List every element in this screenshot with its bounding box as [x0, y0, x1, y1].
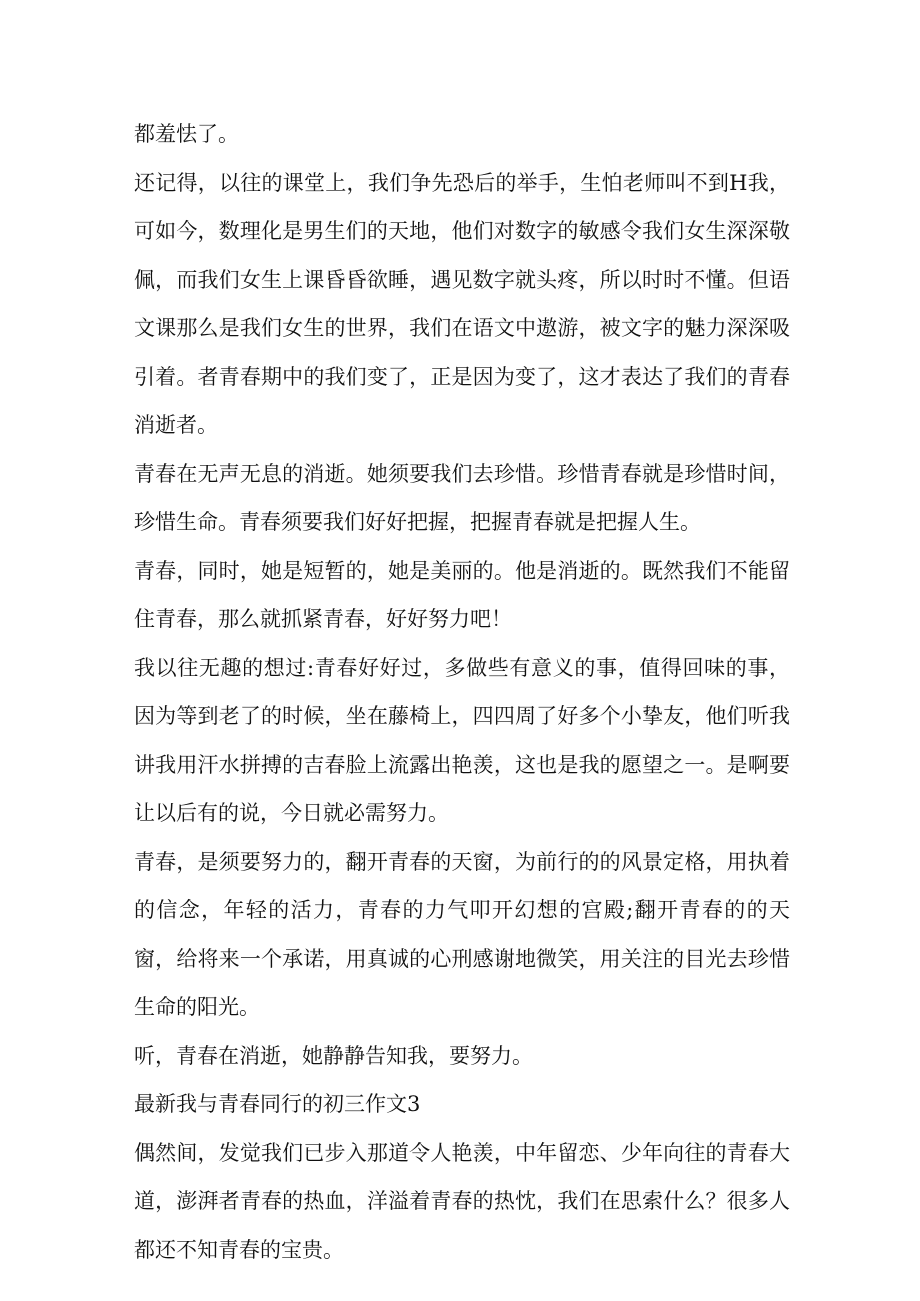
paragraph-2: 还记得，以往的课堂上，我们争先恐后的举手，生怕老师叫不到H我，可如今，数理化是男生们的天地，他们对数字的敏感令我们女生深深敬佩，而我们女生上课昏昏欲睡，遇见数字就头疼，所以时时不懂。但语文课那么是我们女生的世界，我们在语文中遨游，被文字的魅力深深吸引着。者青春期中的我们变了，正是因为变了，这才表达了我们的青春消逝者。: [134, 170, 790, 437]
paragraph-8: 偶然间，发觉我们已步入那道令人艳羡，中年留恋、少年向往的青春大道，澎湃者青春的热血，洋溢着青春的热忱，我们在思索什么？很多人都还不知青春的宝贵。: [134, 1140, 790, 1262]
paragraph-6: 青春，是须要努力的，翻开青春的天窗，为前行的的风景定格，用执着的信念，年轻的活力，青春的力气叩开幻想的宫殿;翻开青春的的天窗，给将来一个承诺，用真诚的心刑感谢地微笑，用关注的目光去珍惜生命的阳光。: [134, 849, 790, 1019]
document-body: [134, 110, 790, 1274]
paragraph-3: 青春在无声无息的消逝。她须要我们去珍惜。珍惜青春就是珍惜时间，珍惜生命。青春须要我们好好把握，把握青春就是把握人生。: [134, 461, 790, 534]
paragraph-4: 青春，同时，她是短暂的，她是美丽的。他是消逝的。既然我们不能留住青春，那么就抓紧青春，好好努力吧！: [134, 558, 790, 631]
paragraph-5: 我以往无趣的想过:青春好好过，多做些有意义的事，值得回味的事，因为等到老了的时候，坐在藤椅上，四四周了好多个小挚友，他们听我讲我用汗水拼搏的吉春脸上流露出艳羡，这也是我的愿望之一。是啊要让以后有的说，今日就必需努力。: [134, 655, 790, 825]
section-heading: 最新我与青春同行的初三作文3: [134, 1092, 421, 1116]
paragraph-7: 听，青春在消逝，她静静告知我，要努力。: [134, 1043, 533, 1068]
paragraph-1: 都羞怯了。: [134, 122, 239, 146]
